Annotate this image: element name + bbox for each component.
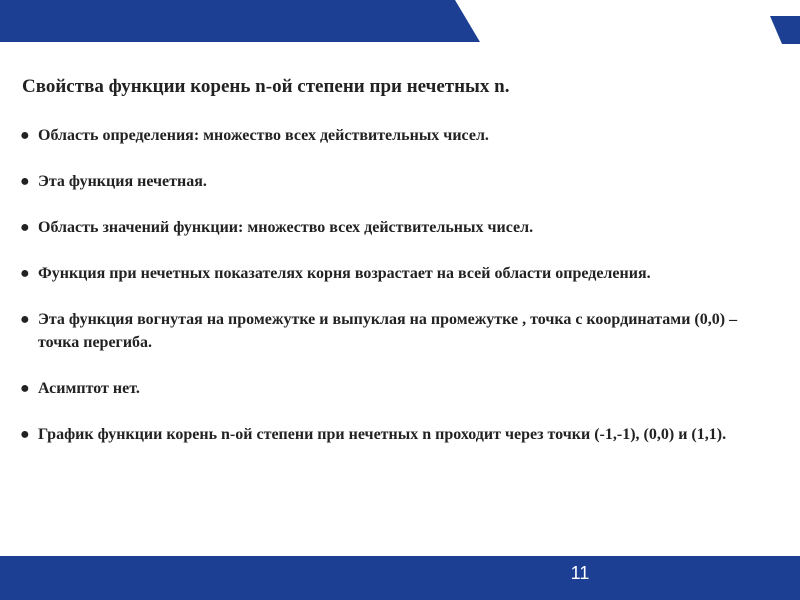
footer-band [0,556,800,600]
bullet-text: Функция при нечетных показателях корня возрастает на всей области определения. [38,265,651,282]
list-item [20,262,760,285]
bullet-icon: ● [20,219,30,236]
bullet-list [20,124,760,446]
bullet-text: Эта функция нечетная. [38,173,207,190]
slide-title: Свойства функции корень n-ой степени при нечетных n. [22,76,510,97]
bullet-text: Эта функция вогнутая на промежутке и выпуклая на промежутке , точка с координатами (0,0) – точка перегиба. [38,311,738,351]
header-band-left [0,0,480,42]
list-item [20,124,760,147]
bullet-icon: ● [20,127,30,144]
header-band-right [770,16,800,44]
bullet-text: Область значений функции: множество всех действительных чисел. [38,219,534,236]
page-number: 11 [570,563,590,583]
header-band [0,0,800,46]
list-item [20,308,760,354]
bullet-icon: ● [20,173,30,190]
bullet-text: Область определения: множество всех действительных чисел. [38,127,489,144]
list-item [20,423,760,446]
bullet-text: Асимптот нет. [38,380,140,397]
list-item [20,377,760,400]
bullet-icon: ● [20,311,30,328]
bullet-icon: ● [20,380,30,397]
list-item [20,170,760,193]
bullet-text: График функции корень n-ой степени при нечетных n проходит через точки (-1,-1), (0,0) и (1,1). [38,426,727,443]
bullet-icon: ● [20,426,30,443]
list-item [20,216,760,239]
bullet-icon: ● [20,265,30,282]
